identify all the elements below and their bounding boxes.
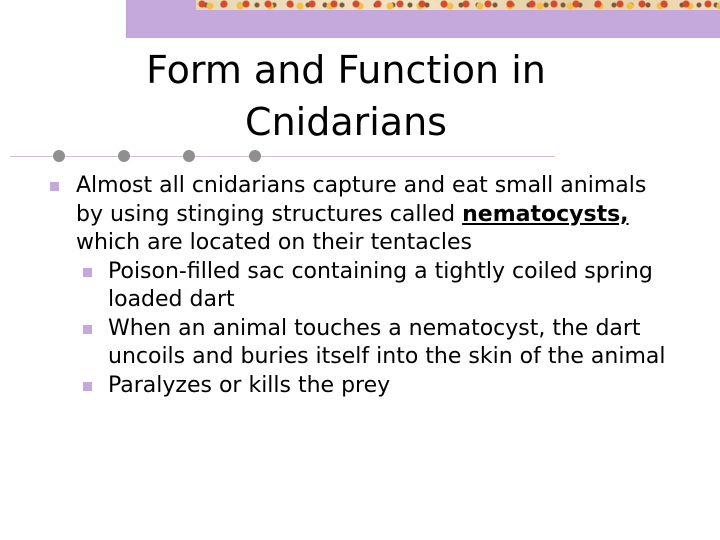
banner-edge xyxy=(126,0,127,38)
divider-dot xyxy=(183,150,195,162)
key-term: nematocysts, xyxy=(462,201,629,227)
bullet-marker xyxy=(50,182,59,191)
slide-body xyxy=(50,172,680,400)
decorative-photo-strip xyxy=(196,0,720,10)
title-line-2: Cnidarians xyxy=(245,100,447,144)
sub-bullet-item xyxy=(50,315,680,372)
divider-dot xyxy=(118,150,130,162)
bullet-item xyxy=(50,172,680,258)
sub-bullet-marker xyxy=(83,382,92,391)
sub-bullet-marker xyxy=(83,268,92,277)
bullet-text-end: which are located on their tentacles xyxy=(76,230,472,255)
slide-title xyxy=(96,44,596,148)
sub-bullet-text: Poison-filled sac containing a tightly coiled spring loaded dart xyxy=(108,258,653,312)
sub-bullet-text: When an animal touches a nematocyst, the dart uncoils and buries itself into the skin of the animal xyxy=(108,315,666,369)
sub-bullet-item xyxy=(50,372,680,401)
divider-dot xyxy=(249,150,261,162)
sub-bullet-marker xyxy=(83,325,92,334)
sub-bullet-text: Paralyzes or kills the prey xyxy=(108,372,391,398)
divider-dot xyxy=(53,150,65,162)
title-divider xyxy=(10,156,555,157)
sub-bullet-item xyxy=(50,258,680,315)
title-line-1: Form and Function in xyxy=(146,48,546,92)
header-banner xyxy=(126,0,720,38)
bullet-text: Almost all cnidarians capture and eat small animals by using stinging structures called xyxy=(76,173,647,227)
